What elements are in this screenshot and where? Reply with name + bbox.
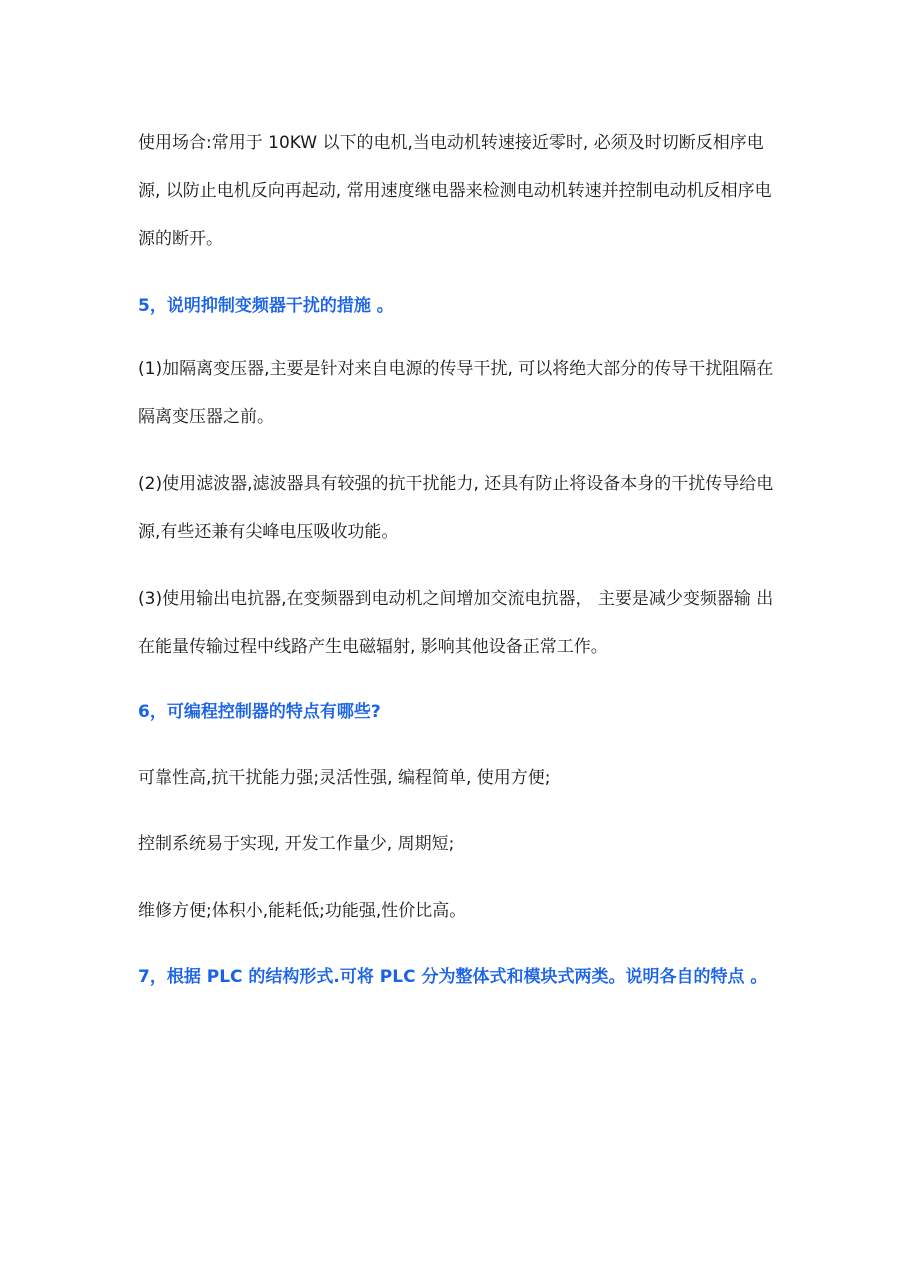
question-6-heading: 6，可编程控制器的特点有哪些?: [138, 702, 381, 722]
q5-answer-2: (2)使用滤波器,滤波器具有较强的抗干扰能力, 还具有防止将设备本身的干扰传导给电源,有些还兼有尖峰电压吸收功能。: [138, 474, 774, 542]
question-7-heading: 7，根据 PLC 的结构形式.可将 PLC 分为整体式和模块式两类。说明各自的特点 。: [138, 967, 768, 987]
usage-paragraph: 使用场合:常用于 10KW 以下的电机,当电动机转速接近零时, 必须及时切断反相序电 源, 以防止电机反向再起动, 常用速度继电器来检测电动机转速并控制电动机反相序电源的断开。: [138, 133, 772, 249]
q6-answer-3: 维修方便;体积小,能耗低;功能强,性价比高。: [138, 901, 467, 921]
q6-answer-2: 控制系统易于实现, 开发工作量少, 周期短;: [138, 834, 455, 854]
q5-answer-3: (3)使用输出电抗器,在变频器到电动机之间增加交流电抗器， 主要是减少变频器输 出在能量传输过程中线路产生电磁辐射, 影响其他设备正常工作。: [138, 589, 774, 657]
question-5-heading: 5，说明抑制变频器干扰的措施 。: [138, 296, 394, 316]
q6-answer-1: 可靠性高,抗干扰能力强;灵活性强, 编程简单, 使用方便;: [138, 768, 551, 788]
q5-answer-1: (1)加隔离变压器,主要是针对来自电源的传导干扰, 可以将绝大部分的传导干扰阻隔在隔离变压器之前。: [138, 359, 774, 427]
